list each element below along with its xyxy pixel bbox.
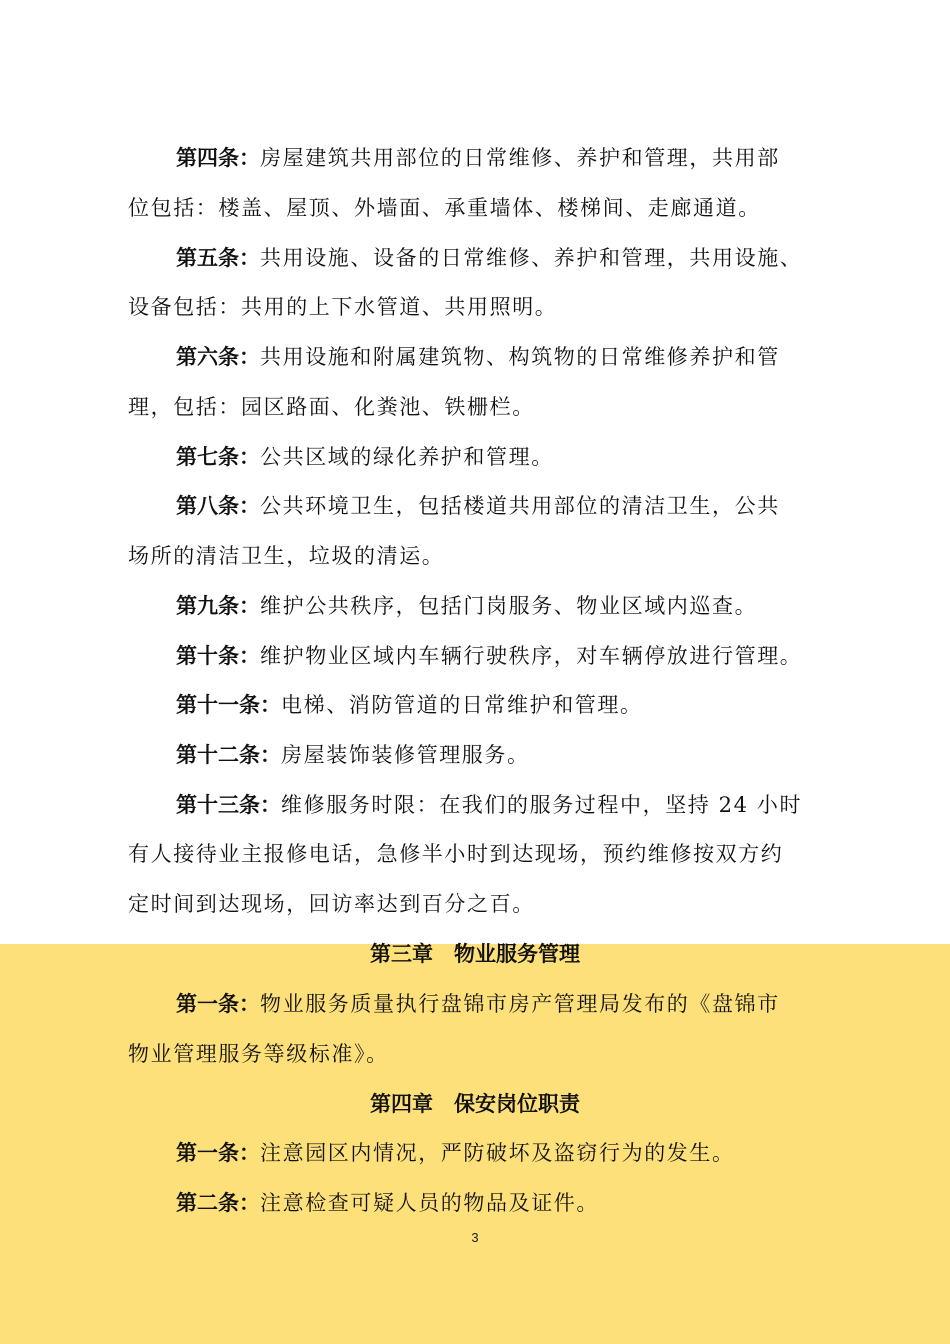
article-4-label: 第四条 — [176, 146, 239, 170]
article-12-line-1: 第十二条：房屋装饰装修管理服务。 — [176, 743, 530, 767]
chapter-4-article-2-label: 第二条 — [176, 1191, 239, 1215]
article-6-line-2: 理，包括：园区路面、化粪池、铁栅栏。 — [128, 395, 535, 419]
chapter-4-article-2-line-1: 第二条：注意检查可疑人员的物品及证件。 — [176, 1191, 599, 1215]
article-8-line-1: 第八条：公共环境卫生，包括楼道共用部位的清洁卫生，公共 — [176, 494, 780, 518]
article-13-line-2: 有人接待业主报修电话，急修半小时到达现场，预约维修按双方约 — [128, 842, 784, 866]
article-5-line-1: 第五条：共用设施、设备的日常维修、养护和管理，共用设施、 — [176, 246, 803, 270]
article-7-line-1: 第七条：公共区域的绿化养护和管理。 — [176, 445, 554, 469]
article-7-label: 第七条 — [176, 445, 239, 469]
article-10-label: 第十条 — [176, 644, 239, 668]
article-4-line-2: 位包括：楼盖、屋顶、外墙面、承重墙体、楼梯间、走廊通道。 — [128, 196, 761, 220]
chapter-3-heading: 第三章 物业服务管理 — [370, 942, 580, 966]
chapter-4-heading: 第四章 保安岗位职责 — [370, 1092, 580, 1116]
article-13-line-1: 第十三条：维修服务时限：在我们的服务过程中，坚持 24 小时 — [176, 793, 803, 817]
article-9-label: 第九条 — [176, 594, 239, 618]
article-10-line-1: 第十条：维护物业区域内车辆行驶秩序，对车辆停放进行管理。 — [176, 644, 803, 668]
article-6-label: 第六条 — [176, 345, 239, 369]
page-number: 3 — [471, 1230, 479, 1245]
article-11-line-1: 第十一条：电梯、消防管道的日常维护和管理。 — [176, 693, 643, 717]
article-5-label: 第五条 — [176, 246, 239, 270]
article-9-line-1: 第九条：维护公共秩序，包括门岗服务、物业区域内巡查。 — [176, 594, 758, 618]
article-4-line-1: 第四条：房屋建筑共用部位的日常维修、养护和管理，共用部 — [176, 146, 780, 170]
chapter-3-article-1-line-2: 物业管理服务等级标准》。 — [128, 1042, 389, 1066]
article-8-label: 第八条 — [176, 494, 239, 518]
article-8-line-2: 场所的清洁卫生，垃圾的清运。 — [128, 544, 445, 568]
article-11-label: 第十一条 — [176, 693, 260, 717]
article-13-label: 第十三条 — [176, 793, 260, 817]
chapter-4-article-1-line-1: 第一条：注意园区内情况，严防破坏及盗窃行为的发生。 — [176, 1141, 735, 1165]
chapter-4-article-1-label: 第一条 — [176, 1141, 239, 1165]
chapter-3-article-1-line-1: 第一条：物业服务质量执行盘锦市房产管理局发布的《盘锦市 — [176, 992, 780, 1016]
chapter-3-article-1-label: 第一条 — [176, 992, 239, 1016]
article-6-line-1: 第六条：共用设施和附属建筑物、构筑物的日常维修养护和管 — [176, 345, 780, 369]
article-12-label: 第十二条 — [176, 743, 260, 767]
article-5-line-2: 设备包括：共用的上下水管道、共用照明。 — [128, 295, 558, 319]
article-13-line-3: 定时间到达现场，回访率达到百分之百。 — [128, 892, 535, 916]
